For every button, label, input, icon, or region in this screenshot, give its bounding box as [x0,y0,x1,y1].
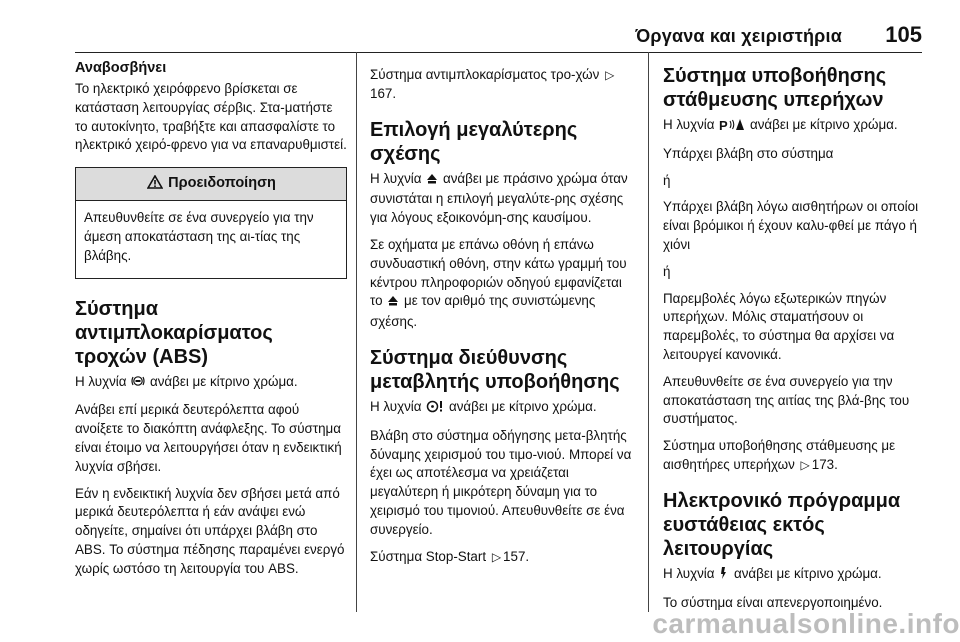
parking-assist-icon [719,118,745,137]
warning-title: Προειδοποίηση [168,175,276,192]
paragraph: Το ηλεκτρικό χειρόφρενο βρίσκεται σε κατάσταση λειτουργίας σέρβις. Στα-ματήστε το αυτοκίνητο, τραβήξτε και απασφαλίστε το ηλεκτρικό χειρό-φρενο για να επαναρυθμιστεί. [75,81,347,153]
page-ref-arrow-icon: ▷ [800,457,810,472]
paragraph: Η λυχνία ανάβει με πράσινο χρώμα όταν συνιστάται η επιλογή μεγαλύτε-ρης σχέσης για λόγους εξοικονόμη-σης καυσίμου. [370,170,628,226]
abs-icon [131,374,145,394]
warning-text: Απευθυνθείτε σε ένα συνεργείο για την άμεση αποκατάσταση της αι-τίας της βλάβης. [84,210,314,263]
paragraph: Απευθυνθείτε σε ένα συνεργείο για την αποκατάσταση της αιτίας της βλά-βης του συστήματος. [663,373,910,427]
warning-triangle-icon [147,175,163,193]
paragraph: Σε οχήματα με επάνω οθόνη ή επάνω συνδυαστική οθόνη, στην κάτω γραμμή του κέντρου πληροφοριών οδηγού εμφανίζεται το με τον αριθμό της συνιστώμενης σχέσης. [370,236,627,330]
paragraph: Η λυχνία ανάβει με κίτρινο χρώμα. [370,398,636,419]
heading-gear-shift: Επιλογή μεγαλύτερης σχέσης [370,118,578,165]
section-title: Όργανα και χειριστήρια [635,26,842,46]
paragraph: Η λυχνία P ανάβει με κίτρινο χρώμα. [663,116,925,137]
paragraph: Το σύστημα είναι απενεργοποιημένο. [663,594,883,610]
paragraph: ή [663,263,671,279]
page-ref[interactable]: 167. [370,85,397,101]
paragraph: ή [663,172,671,188]
page-header [75,0,922,53]
shift-up-icon [426,172,438,191]
warning-header [76,168,346,201]
column-2 [370,52,636,612]
paragraph: Παρεμβολές λόγω εξωτερικών πηγών υπερήχων. Μόλις σταματήσουν οι παρεμβολές, το σύστημα θα αρχίσει να λειτουργεί κανονικά. [663,290,895,362]
heading-esc-off: Ηλεκτρονικό πρόγραμμα ευστάθειας εκτός λειτουργίας [663,489,901,560]
paragraph: Υπάρχει βλάβη στο σύστημα [663,145,834,161]
shift-up-icon [387,294,399,313]
column-divider [356,52,357,612]
sub-heading-flashing: Αναβοσβήνει [75,60,167,76]
heading-parking-assist: Σύστημα υποβοήθησης στάθμευσης υπερήχων [663,65,887,111]
svg-text:P: P [719,118,728,131]
heading-abs: Σύστημα αντιμπλοκαρίσματος τροχών (ABS) [75,297,273,368]
column-3 [663,52,925,612]
paragraph: Σύστημα Stop-Start ▷ 157. [370,548,636,567]
warning-box [75,167,347,278]
paragraph: Υπάρχει βλάβη λόγω αισθητήρων οι οποίοι είναι βρόμικοι ή έχουν καλυ-φθεί με πάγο ή χιόνι [663,199,919,252]
column-1 [75,52,347,612]
esc-off-icon [719,566,729,586]
column-divider [648,52,649,612]
paragraph: Σύστημα αντιμπλοκαρίσματος τρο-χών ▷167. [370,67,615,101]
steering-wheel-warning-icon [426,400,444,419]
page-ref-arrow-icon: ▷ [605,68,615,82]
watermark: carmanualsonline.info [652,608,960,639]
heading-variable-steering: Σύστημα διεύθυνσης μεταβλητής υποβοήθησης [370,346,620,393]
paragraph: Σύστημα υποβοήθησης στάθμευσης με αισθητήρες υπερήχων ▷ 173. [663,437,925,475]
page-number: 105 [885,22,922,47]
page-ref[interactable]: 157. [503,548,530,564]
paragraph: Εάν η ενδεικτική λυχνία δεν σβήσει μετά από μερικά δευτερόλεπτα ή εάν ανάψει ενώ οδηγείτε, σημαίνει ότι υπάρχει βλάβη στο ABS. Το σύστημα πέδησης παραμένει ενεργό χωρίς ωστόσο τη λειτουργία του ABS. [75,485,345,576]
paragraph: Βλάβη στο σύστημα οδήγησης μετα-βλητής δύναμης χειρισμού του τιμο-νιού. Μπορεί να έχει ως αποτέλεσμα να χρειάζεται μεγαλύτερη ή μικρότερη δύναμη για το χειρισμό του τιμονιού. Απευθυνθείτε σε ένα συνεργείο. [370,427,632,537]
page-ref[interactable]: 173. [811,456,838,472]
paragraph: Η λυχνία ανάβει με κίτρινο χρώμα. [75,373,347,394]
page-ref-arrow-icon: ▷ [491,549,502,564]
paragraph: Η λυχνία ανάβει με κίτρινο χρώμα. [663,565,925,586]
paragraph: Ανάβει επί μερικά δευτερόλεπτα αφού ανοίξετε το διακόπτη ανάφλεξης. Το σύστημα είναι έτοιμο να λειτουργήσει όταν η ενδεικτική λυχνία σβήσει. [75,402,342,474]
